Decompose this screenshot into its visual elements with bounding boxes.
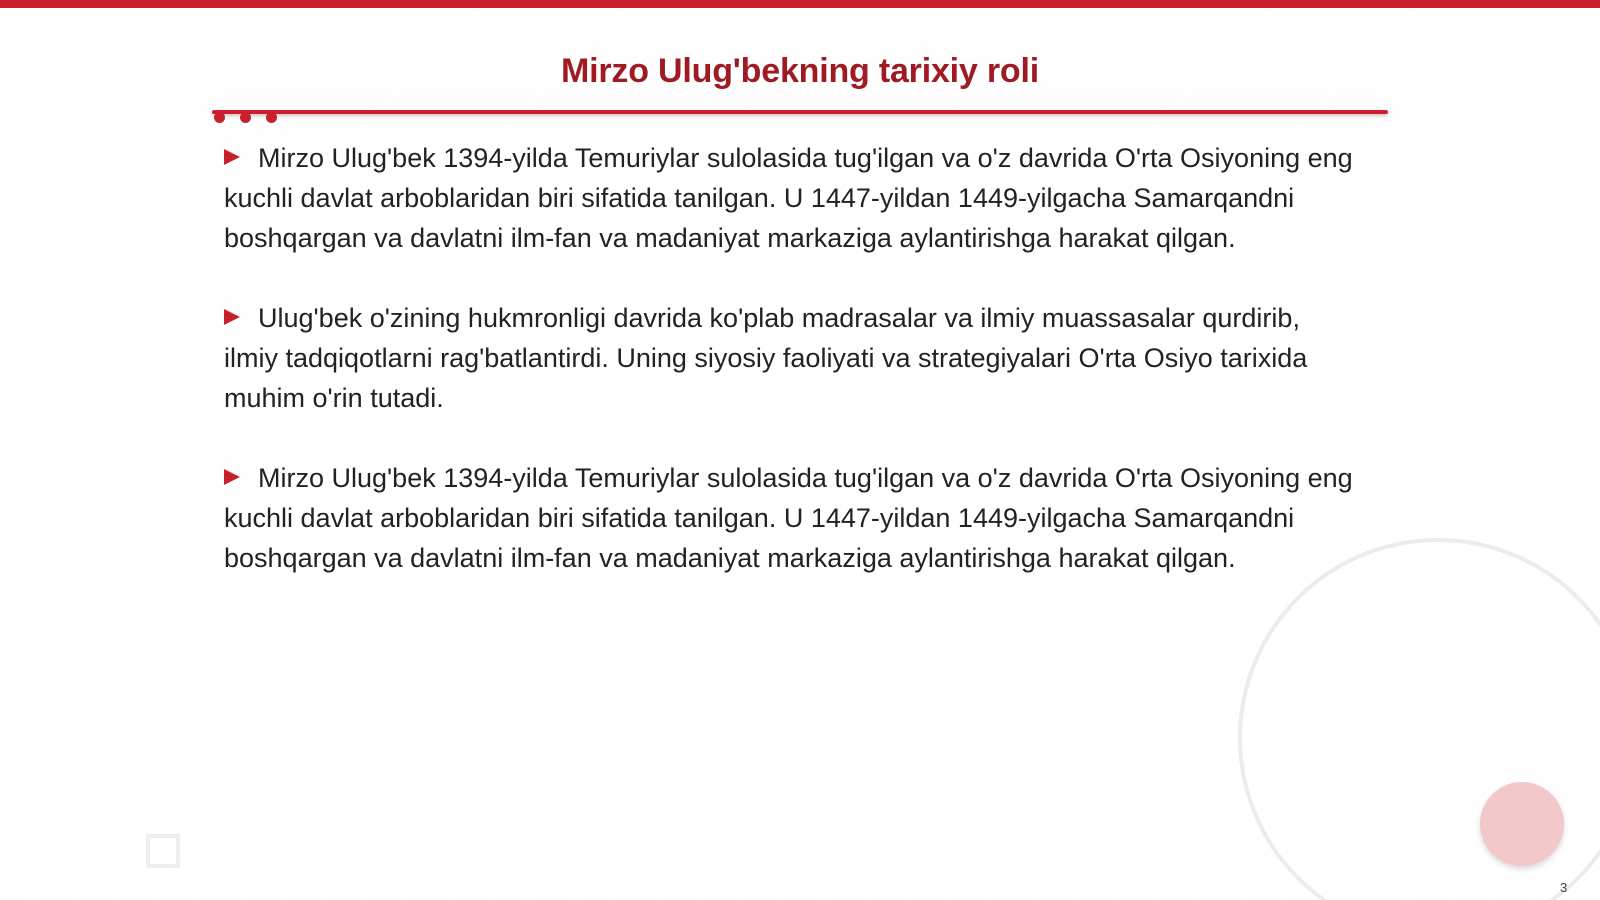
decorative-dot: [240, 112, 251, 123]
decorative-dot: [266, 112, 277, 123]
decorative-circle: [1480, 782, 1564, 866]
paragraph-text: Ulug'bek o'zining hukmronligi davrida ko'plab madrasalar va ilmiy muassasalar qurdirib, ilmiy tadqiqotlarni rag'batlantirdi. Uning siyosiy faoliyati va strategiyalari O'rta Osiyo tarixida muhim o'rin tutadi.: [224, 303, 1308, 413]
title-underline: [212, 110, 1388, 114]
bullet-paragraph: [224, 458, 1354, 578]
triangle-right-icon: [224, 309, 240, 325]
slide-content: [224, 138, 1354, 618]
bullet-paragraph: [224, 298, 1354, 418]
triangle-right-icon: [224, 469, 240, 485]
decorative-square: [146, 834, 180, 868]
page-number: 3: [1560, 880, 1568, 895]
decorative-dot: [214, 112, 225, 123]
top-accent-bar: [0, 0, 1600, 8]
bullet-paragraph: [224, 138, 1354, 258]
paragraph-text: Mirzo Ulug'bek 1394-yilda Temuriylar sulolasida tug'ilgan va o'z davrida O'rta Osiyoning eng kuchli davlat arboblaridan biri sifatida tanilgan. U 1447-yildan 1449-yilgacha Samarqandni boshqargan va davlatni ilm-fan va madaniyat markaziga aylantirishga harakat qilgan.: [224, 143, 1353, 253]
slide-title: Mirzo Ulug'bekning tarixiy roli: [561, 52, 1039, 90]
triangle-right-icon: [224, 149, 240, 165]
paragraph-text: Mirzo Ulug'bek 1394-yilda Temuriylar sulolasida tug'ilgan va o'z davrida O'rta Osiyoning eng kuchli davlat arboblaridan biri sifatida tanilgan. U 1447-yildan 1449-yilgacha Samarqandni boshqargan va davlatni ilm-fan va madaniyat markaziga aylantirishga harakat qilgan.: [224, 463, 1353, 573]
